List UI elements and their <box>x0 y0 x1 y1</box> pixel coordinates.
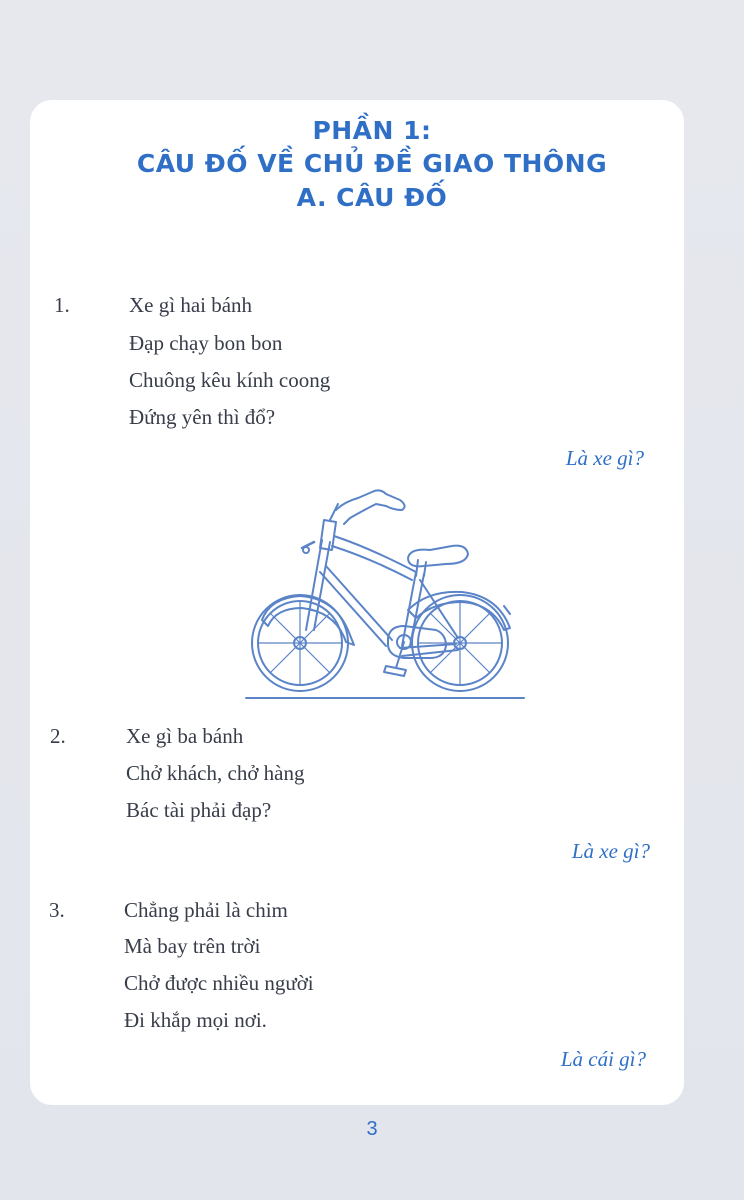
riddle-line: Chuông kêu kính coong <box>129 368 331 392</box>
riddle-answer-prompt: Là cái gì? <box>560 1047 646 1071</box>
riddle-line: Đứng yên thì đổ? <box>129 405 276 429</box>
chapter-subtitle: CÂU ĐỐ VỀ CHỦ ĐỀ GIAO THÔNG <box>136 149 608 178</box>
riddle-number: 3. <box>49 898 65 922</box>
page-number: 3 <box>366 1118 378 1140</box>
riddle-line: Bác tài phải đạp? <box>126 798 272 822</box>
riddle-line: Đi khắp mọi nơi. <box>124 1008 267 1032</box>
riddle-answer-prompt: Là xe gì? <box>571 839 650 863</box>
bicycle-icon <box>240 480 530 705</box>
riddle-line: Chở được nhiều người <box>124 971 314 995</box>
riddle-line: Đạp chạy bon bon <box>129 331 283 355</box>
riddle-number: 1. <box>54 293 70 317</box>
part-title: PHẦN 1: <box>312 116 432 145</box>
riddle-line: Chẳng phải là chim <box>124 898 288 922</box>
riddle-line: Xe gì hai bánh <box>129 293 253 317</box>
riddle-answer-prompt: Là xe gì? <box>565 446 644 470</box>
riddle-line: Mà bay trên trời <box>124 934 261 958</box>
riddle-number: 2. <box>50 724 66 748</box>
section-title: A. CÂU ĐỐ <box>296 183 448 212</box>
riddle-line: Chở khách, chở hàng <box>126 761 305 785</box>
riddle-line: Xe gì ba bánh <box>126 724 244 748</box>
